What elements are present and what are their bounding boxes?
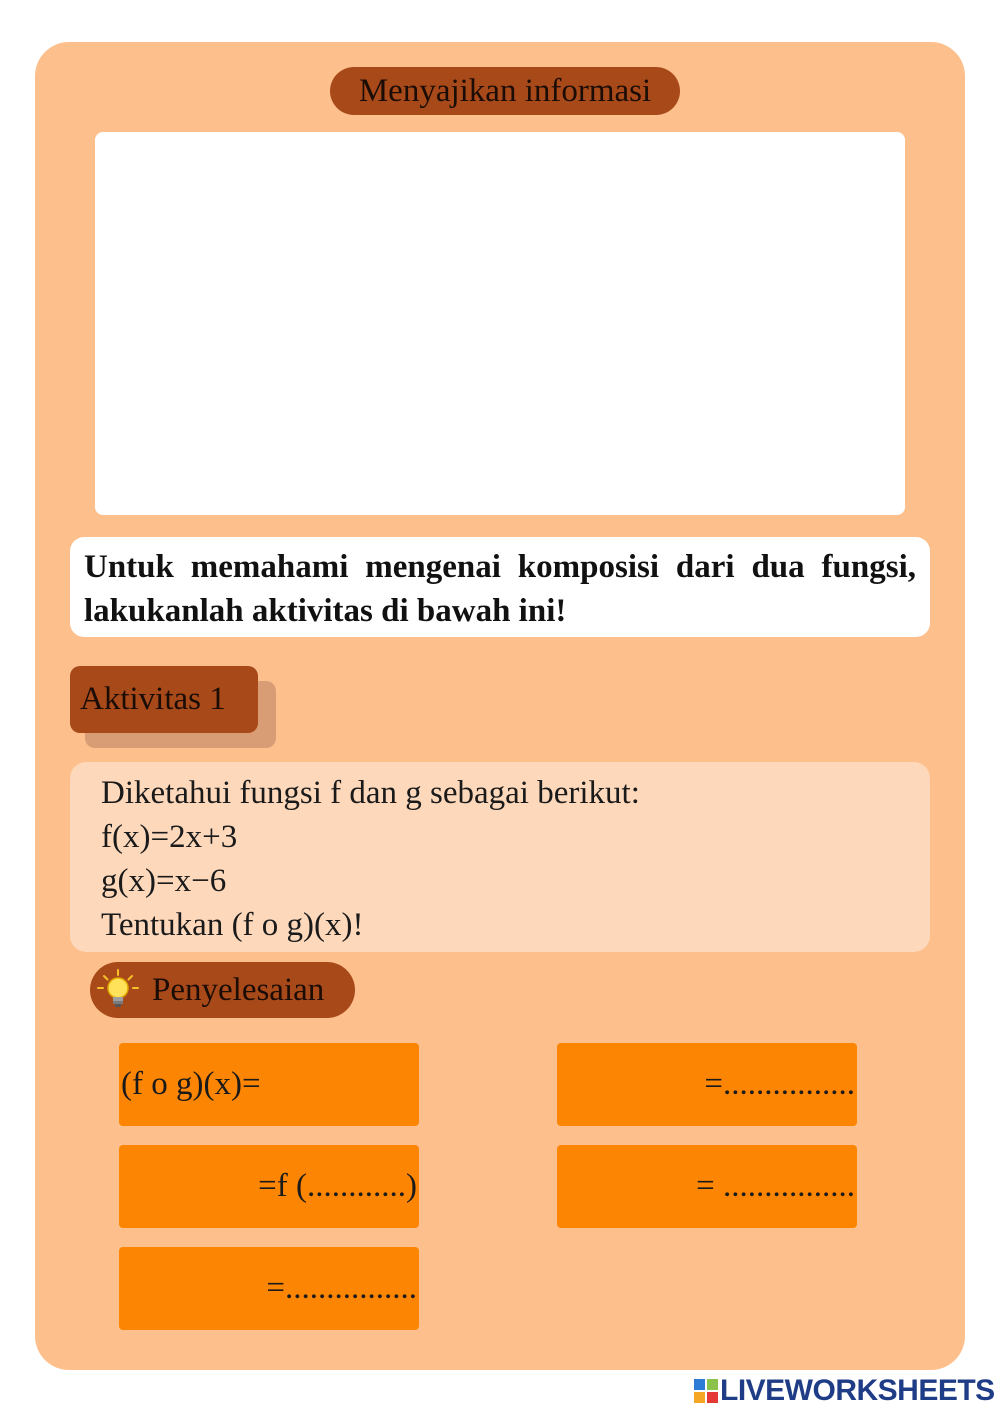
problem-question: Tentukan (f o g)(x)! bbox=[101, 907, 364, 943]
information-box bbox=[95, 132, 905, 515]
answer-box-4[interactable]: =................ bbox=[557, 1043, 857, 1126]
solution-label-text: Penyelesaian bbox=[152, 972, 325, 1008]
answer-box-3[interactable]: =................ bbox=[119, 1247, 419, 1330]
logo-grid-icon bbox=[694, 1379, 718, 1403]
function-f: f(x)=2x+3 bbox=[101, 819, 238, 855]
answer-box-5[interactable]: = ................ bbox=[557, 1145, 857, 1228]
liveworksheets-logo bbox=[694, 1373, 995, 1409]
activity-label: Aktivitas 1 bbox=[70, 666, 258, 733]
problem-line: Diketahui fungsi f dan g sebagai berikut: bbox=[101, 775, 640, 811]
answer-box-2[interactable]: =f (............) bbox=[119, 1145, 419, 1228]
intro-instruction: Untuk memahami mengenai komposisi dari dua fungsi, lakukanlah aktivitas di bawah ini! bbox=[70, 537, 930, 637]
solution-label bbox=[90, 962, 355, 1018]
problem-statement bbox=[70, 762, 930, 952]
logo-text: LIVEWORKSHEETS bbox=[720, 1374, 995, 1407]
lightbulb-icon bbox=[96, 968, 140, 1012]
section-title: Menyajikan informasi bbox=[330, 67, 680, 115]
function-g: g(x)=x−6 bbox=[101, 863, 227, 899]
answer-box-1[interactable]: (f o g)(x)= bbox=[119, 1043, 419, 1126]
